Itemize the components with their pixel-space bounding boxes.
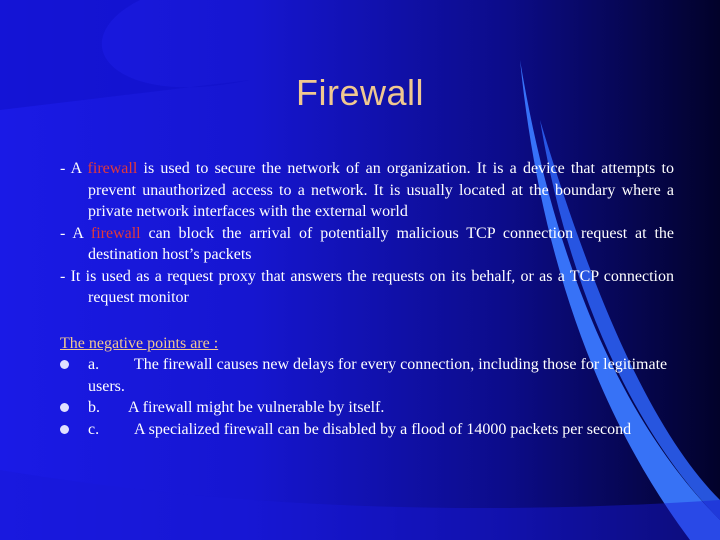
- bullet-icon: [60, 403, 69, 412]
- bullet-icon: [60, 360, 69, 369]
- item-text: A firewall might be vulnerable by itself.: [128, 399, 385, 416]
- paragraph-text: - It is used as a request proxy that answers the requests on its behalf, or as a TCP connection request monitor: [60, 267, 674, 306]
- paragraph-text: is used to secure the network of an organization. It is a device that attempts to prevent unauthorized access to a network. It is usually located at the boundary where a private network interfaces with the external world: [88, 160, 674, 220]
- paragraph-3: [60, 266, 674, 309]
- paragraph-1: [60, 158, 674, 223]
- negative-points-heading: The negative points are :: [60, 334, 219, 352]
- slide-title: Firewall: [295, 72, 424, 113]
- paragraph-text: - A: [60, 160, 88, 177]
- item-text: A specialized firewall can be disabled by a flood of 14000 packets per second: [134, 420, 632, 438]
- item-letter: c.: [88, 420, 100, 438]
- paragraph-text: can block the arrival of potentially malicious TCP connection request at the destination host’s packets: [88, 224, 674, 263]
- item-text: The firewall causes new delays for every connection, including those for legitimate users.: [88, 356, 668, 395]
- slide-body: [60, 158, 674, 440]
- highlighted-term: firewall: [87, 160, 138, 177]
- list-item: [60, 397, 674, 419]
- item-letter: b.: [88, 399, 100, 416]
- highlighted-term: firewall: [90, 224, 141, 242]
- list-item: [60, 354, 674, 397]
- paragraph-text: - A: [60, 224, 91, 242]
- list-item: [60, 419, 674, 441]
- item-letter: a.: [88, 356, 100, 373]
- paragraph-2: [60, 223, 674, 266]
- bullet-icon: [60, 425, 69, 434]
